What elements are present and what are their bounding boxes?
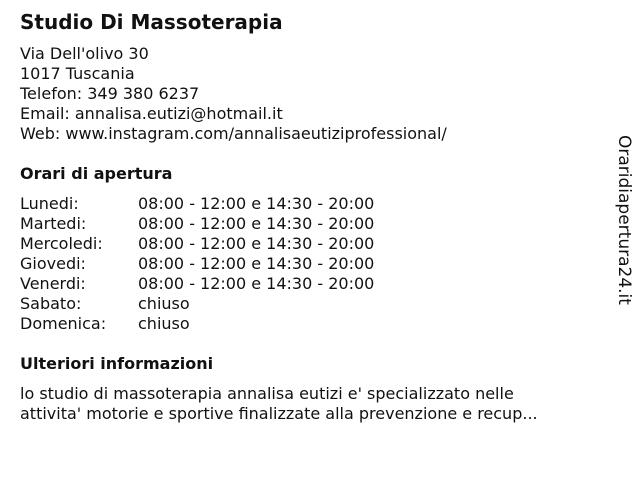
hours-heading: Orari di apertura [20,164,173,183]
description-line: attivita' motorie e sportive finalizzate alla prevenzione e recup... [20,404,538,423]
day-label: Mercoledi: [20,234,103,253]
day-label: Martedi: [20,214,87,233]
phone-line: Telefon: 349 380 6237 [20,84,200,103]
business-name: Studio Di Massoterapia [20,10,283,34]
email-line: Email: annalisa.eutizi@hotmail.it [20,104,283,123]
description-line: lo studio di massoterapia annalisa eutizi e' specializzato nelle [20,384,514,403]
day-label: Lunedi: [20,194,79,213]
hours-table [20,194,374,334]
hours-row [20,294,374,314]
city-line: 1017 Tuscania [20,64,135,83]
day-hours: 08:00 - 12:00 e 14:30 - 20:00 [138,194,375,213]
day-hours: 08:00 - 12:00 e 14:30 - 20:00 [138,234,375,253]
hours-row [20,214,374,234]
day-label: Giovedi: [20,254,86,273]
day-label: Venerdi: [20,274,86,293]
address-line: Via Dell'olivo 30 [20,44,149,63]
watermark-text: Oraridiapertura24.it [614,135,634,305]
hours-row [20,194,374,214]
hours-row [20,314,374,334]
hours-row [20,274,374,294]
day-hours: chiuso [138,314,190,333]
day-hours: 08:00 - 12:00 e 14:30 - 20:00 [138,254,375,273]
hours-row [20,234,374,254]
day-label: Domenica: [20,314,107,333]
watermark [612,135,636,310]
day-hours: 08:00 - 12:00 e 14:30 - 20:00 [138,214,375,233]
hours-row [20,254,374,274]
contact-block [20,44,447,144]
day-hours: 08:00 - 12:00 e 14:30 - 20:00 [138,274,375,293]
day-hours: chiuso [138,294,190,313]
day-label: Sabato: [20,294,82,313]
info-heading: Ulteriori informazioni [20,354,214,373]
description [20,384,620,424]
web-line: Web: www.instagram.com/annalisaeutiziprofessional/ [20,124,447,143]
